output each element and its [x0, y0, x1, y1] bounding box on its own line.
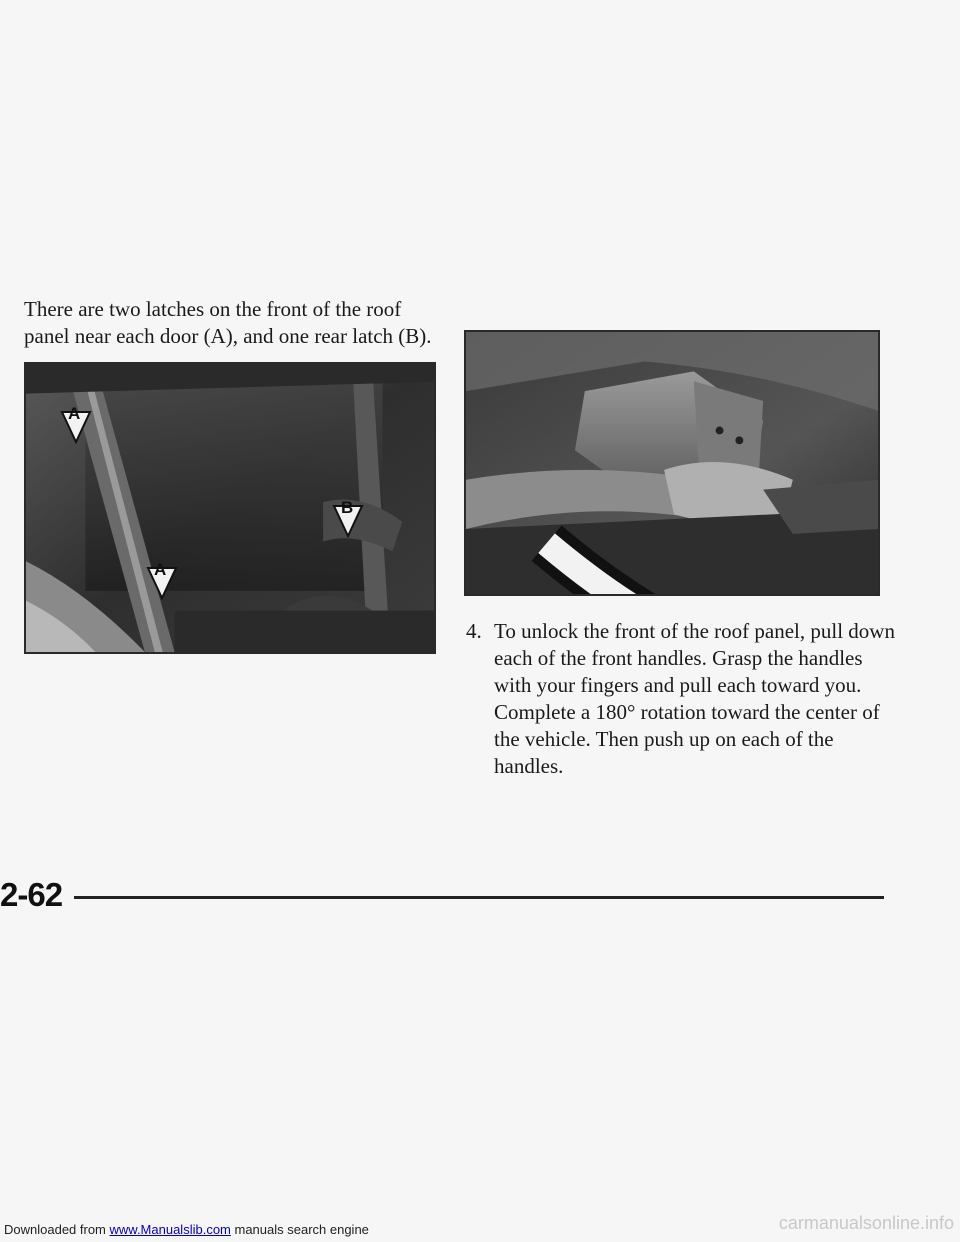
latch-label-a-top: A	[68, 404, 81, 423]
rotation-arrow-icon	[526, 510, 880, 596]
step-text: To unlock the front of the roof panel, pull down each of the front handles. Grasp the handles with your fingers and pull each toward you. Complete a 180° rotation toward the center of the vehicle. Then push up on each of the handles.	[494, 619, 895, 778]
front-handle-photo	[464, 330, 880, 596]
manualslib-link[interactable]: www.Manualslib.com	[109, 1222, 231, 1237]
latch-label-a-bottom: A	[154, 560, 167, 579]
page-number: 2-62	[0, 876, 63, 913]
step-number: 4.	[466, 619, 482, 643]
latch-marker-a-bottom	[146, 560, 178, 600]
download-credit-suffix: manuals search engine	[230, 1222, 369, 1237]
watermark: carmanualsonline.info	[778, 1213, 954, 1233]
download-credit	[4, 1222, 369, 1237]
footer-rule	[74, 896, 884, 899]
download-credit-prefix: Downloaded from	[4, 1222, 110, 1237]
latch-label-b: B	[341, 498, 354, 517]
intro-paragraph: There are two latches on the front of the roof panel near each door (A), and one rear latch (B).	[24, 297, 432, 348]
latch-marker-a-top	[60, 404, 92, 444]
latch-marker-b	[332, 498, 364, 538]
roof-latches-photo	[24, 362, 436, 654]
step-4	[466, 618, 896, 780]
